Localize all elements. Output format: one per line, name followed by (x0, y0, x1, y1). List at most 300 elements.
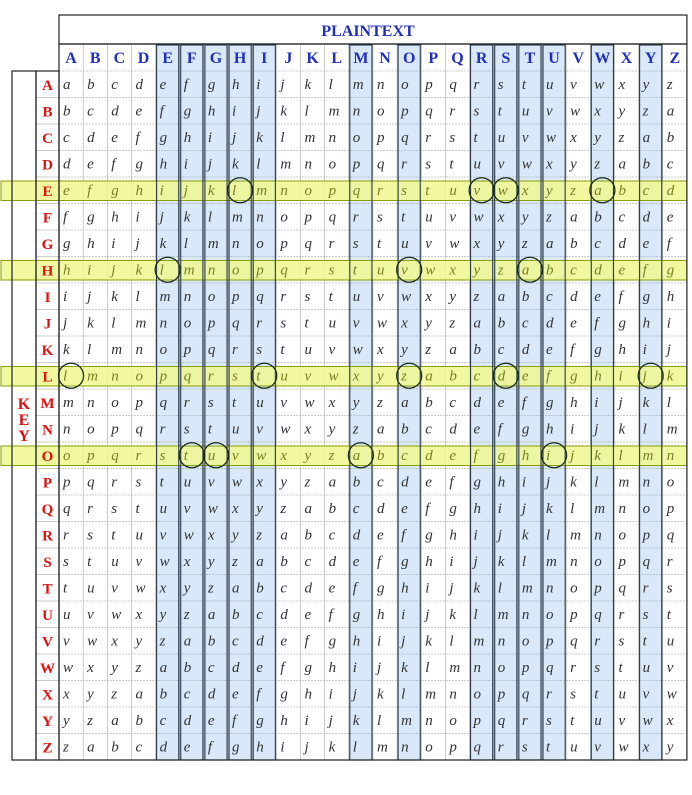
table-cell: a (207, 607, 216, 623)
table-cell: g (546, 395, 554, 411)
table-cell: q (135, 421, 143, 438)
table-cell: r (159, 421, 166, 438)
plaintext-column-header: D (137, 50, 150, 67)
table-cell: f (449, 474, 454, 491)
table-cell: r (546, 686, 552, 703)
table-cell: p (280, 236, 288, 252)
key-row-header: N (42, 422, 53, 439)
table-cell: w (594, 77, 605, 93)
table-cell: g (280, 686, 288, 703)
table-cell: l (159, 262, 164, 279)
plaintext-column-header: Q (451, 50, 464, 67)
table-cell: d (328, 554, 337, 570)
table-cell: x (618, 77, 626, 93)
table-cell: v (304, 368, 312, 385)
table-cell: c (256, 607, 263, 623)
table-cell: i (207, 130, 213, 146)
table-cell: b (207, 633, 216, 650)
table-cell: n (183, 289, 192, 305)
key-row-header: S (43, 555, 52, 571)
table-cell: a (159, 660, 168, 676)
table-cell: v (425, 236, 432, 252)
table-cell: i (497, 501, 502, 517)
table-cell: u (207, 448, 216, 464)
table-cell: e (111, 130, 118, 146)
table-cell: y (546, 183, 553, 199)
table-cell: q (449, 77, 457, 93)
table-cell: r (376, 183, 383, 199)
table-cell: v (87, 607, 94, 623)
table-cell: w (401, 289, 412, 305)
table-cell: r (183, 395, 190, 411)
table-cell: v (352, 315, 360, 332)
table-cell: k (111, 289, 118, 305)
table-cell: q (642, 554, 651, 570)
table-cell: u (352, 289, 361, 305)
table-cell: z (449, 315, 456, 332)
table-cell: x (159, 580, 167, 597)
table-cell: w (618, 739, 629, 756)
key-row-header: M (40, 396, 55, 412)
key-row-header: O (41, 449, 54, 465)
table-cell: g (449, 501, 457, 517)
table-cell: h (666, 289, 675, 305)
key-row-header: A (42, 78, 53, 94)
table-cell: d (280, 607, 288, 623)
table-cell: e (207, 713, 215, 729)
table-cell: s (449, 130, 456, 146)
table-cell: q (183, 368, 192, 385)
table-cell: i (618, 368, 623, 385)
table-cell: o (473, 686, 482, 703)
table-cell: q (111, 448, 119, 464)
key-row-header: P (42, 475, 53, 492)
key-row-header: J (43, 316, 52, 333)
table-cell: l (304, 103, 309, 120)
table-cell: l (594, 474, 599, 491)
table-cell: b (473, 342, 482, 358)
table-cell: o (594, 554, 602, 570)
table-cell: m (280, 156, 292, 173)
table-cell: f (87, 183, 92, 199)
table-cell: w (183, 527, 194, 544)
table-cell: r (570, 660, 576, 676)
table-cell: x (521, 183, 529, 199)
table-cell: f (642, 262, 647, 279)
table-cell: f (256, 686, 261, 703)
table-cell: z (473, 289, 480, 305)
table-cell: q (159, 395, 168, 411)
table-cell: q (87, 474, 95, 491)
table-cell: f (401, 527, 406, 544)
table-cell: e (570, 315, 577, 332)
table-cell: u (280, 368, 288, 385)
table-cell: g (497, 448, 506, 464)
table-cell: o (207, 289, 216, 305)
table-cell: x (401, 315, 408, 332)
table-cell: g (111, 183, 119, 199)
table-cell: m (425, 686, 437, 703)
table-cell: s (159, 448, 166, 464)
table-cell: l (473, 607, 478, 623)
table-cell: a (497, 289, 506, 305)
table-cell: z (497, 262, 504, 279)
table-cell: n (87, 395, 95, 411)
table-cell: p (376, 130, 385, 146)
table-cell: d (473, 395, 482, 411)
key-row-header: Q (41, 502, 54, 518)
table-cell: z (159, 633, 166, 650)
table-cell: t (376, 236, 382, 252)
table-cell: f (570, 342, 575, 358)
table-cell: t (352, 262, 357, 279)
table-cell: r (328, 236, 335, 252)
table-cell: l (546, 527, 551, 544)
table-cell: s (63, 554, 69, 570)
table-cell: x (111, 633, 118, 650)
table-cell: c (642, 183, 650, 199)
table-cell: e (425, 474, 432, 491)
table-cell: x (87, 660, 94, 676)
table-cell: n (401, 739, 409, 756)
table-cell: g (570, 368, 578, 385)
table-cell: x (594, 103, 601, 120)
table-cell: b (328, 501, 337, 517)
table-cell: e (352, 554, 360, 570)
plaintext-column-header: Z (669, 50, 681, 67)
table-cell: n (473, 660, 482, 676)
table-cell: k (232, 156, 239, 173)
table-cell: d (521, 342, 530, 358)
table-cell: b (135, 713, 143, 729)
table-cell: o (328, 156, 337, 173)
table-cell: y (425, 315, 432, 332)
plaintext-column-header: B (89, 50, 101, 67)
table-cell: e (232, 686, 239, 703)
table-cell: c (207, 660, 215, 676)
table-cell: w (328, 368, 339, 385)
table-cell: s (207, 395, 214, 411)
table-cell: g (376, 580, 385, 597)
table-cell: n (280, 183, 288, 199)
table-cell: h (111, 209, 119, 226)
table-cell: o (111, 395, 119, 411)
table-cell: v (666, 660, 674, 676)
table-cell: l (183, 236, 188, 252)
plaintext-column-header: J (284, 50, 293, 67)
table-cell: h (546, 421, 554, 438)
table-cell: s (521, 739, 528, 756)
table-cell: b (63, 103, 71, 120)
plaintext-column-header: T (524, 50, 536, 67)
table-cell: h (618, 342, 626, 358)
table-cell: r (594, 633, 601, 650)
table-cell: q (352, 183, 361, 199)
table-cell: m (159, 289, 171, 305)
table-cell: y (449, 289, 457, 305)
table-cell: t (280, 342, 285, 358)
table-cell: b (376, 448, 385, 464)
table-cell: v (280, 395, 288, 411)
table-cell: d (304, 580, 312, 597)
table-cell: b (111, 739, 119, 756)
table-cell: g (87, 209, 95, 226)
table-cell: d (594, 262, 602, 279)
table-cell: k (449, 607, 457, 623)
table-cell: v (642, 686, 650, 703)
table-cell: m (207, 236, 219, 252)
table-cell: t (618, 660, 623, 676)
plaintext-column-header: X (620, 50, 633, 67)
table-cell: h (642, 315, 651, 332)
table-cell: m (642, 448, 654, 464)
table-cell: p (87, 448, 95, 464)
key-row-header: R (42, 528, 53, 545)
table-cell: j (570, 448, 575, 464)
table-cell: n (449, 686, 457, 703)
table-cell: n (111, 368, 119, 385)
table-cell: q (666, 527, 675, 544)
table-cell: a (473, 315, 482, 332)
table-cell: u (425, 209, 433, 226)
table-cell: f (546, 368, 551, 385)
table-cell: j (87, 289, 92, 305)
table-cell: x (135, 607, 143, 623)
table-cell: s (642, 607, 649, 623)
table-cell: p (497, 686, 506, 703)
table-cell: s (256, 342, 263, 358)
table-cell: i (570, 421, 575, 438)
table-cell: v (401, 262, 408, 279)
table-cell: v (232, 448, 239, 464)
table-cell: m (546, 554, 557, 570)
table-cell: d (497, 368, 506, 385)
table-cell: e (473, 421, 481, 438)
table-cell: w (280, 421, 291, 438)
table-cell: v (256, 421, 263, 438)
table-cell: p (159, 368, 168, 385)
table-cell: q (304, 236, 312, 252)
table-cell: i (594, 395, 599, 411)
table-cell: g (521, 421, 530, 438)
table-cell: y (183, 580, 191, 597)
key-row-header: Z (42, 740, 53, 757)
table-cell: r (63, 527, 69, 544)
table-cell: i (63, 289, 68, 305)
table-cell: f (594, 315, 599, 332)
table-cell: d (111, 103, 119, 120)
plaintext-column-header: I (261, 50, 268, 67)
table-cell: l (256, 156, 261, 173)
table-cell: r (642, 580, 649, 597)
table-cell: c (135, 739, 143, 756)
table-cell: k (328, 739, 336, 756)
table-cell: d (352, 527, 361, 544)
table-cell: o (256, 236, 264, 252)
table-cell: l (87, 342, 92, 358)
table-cell: a (352, 448, 361, 464)
table-cell: i (473, 527, 478, 544)
table-cell: w (352, 342, 363, 358)
table-cell: j (449, 580, 454, 597)
table-cell: t (401, 209, 406, 226)
table-cell: u (376, 262, 385, 279)
table-cell: k (401, 660, 408, 676)
table-cell: b (401, 421, 409, 438)
table-cell: f (280, 660, 285, 676)
table-cell: i (425, 580, 430, 597)
table-cell: o (63, 448, 71, 464)
table-cell: t (521, 77, 527, 93)
table-cell: v (521, 130, 529, 146)
table-cell: v (135, 554, 143, 570)
table-cell: h (135, 183, 143, 199)
table-cell: o (618, 527, 626, 544)
table-cell: k (497, 554, 505, 570)
key-row-header: X (42, 687, 53, 704)
table-cell: u (232, 421, 240, 438)
table-cell: m (401, 713, 412, 729)
table-cell: k (473, 580, 481, 597)
table-cell: m (376, 739, 388, 756)
table-cell: m (570, 527, 581, 544)
table-cell: d (232, 660, 240, 676)
table-cell: l (425, 660, 430, 676)
table-cell: d (642, 209, 651, 226)
table-cell: f (328, 607, 333, 623)
table-cell: w (135, 580, 146, 597)
table-cell: d (376, 501, 385, 517)
table-cell: u (87, 580, 95, 597)
table-cell: b (570, 236, 578, 252)
table-cell: c (521, 315, 529, 332)
table-cell: t (328, 289, 333, 305)
table-cell: c (376, 474, 384, 491)
table-cell: v (497, 156, 505, 173)
table-cell: n (352, 103, 361, 120)
table-cell: c (497, 342, 505, 358)
table-cell: v (449, 209, 457, 226)
table-cell: n (594, 527, 602, 544)
table-cell: r (304, 262, 311, 279)
table-cell: g (666, 262, 675, 279)
table-cell: r (207, 368, 214, 385)
table-cell: m (618, 474, 630, 491)
table-cell: i (352, 660, 357, 676)
table-cell: b (521, 289, 530, 305)
table-cell: d (256, 633, 264, 650)
table-cell: f (207, 739, 213, 756)
table-cell: i (87, 262, 92, 279)
table-cell: o (666, 474, 675, 491)
table-cell: j (232, 130, 237, 146)
key-row-header: G (41, 237, 54, 253)
table-cell: f (497, 421, 502, 438)
table-cell: u (497, 130, 506, 146)
table-cell: w (159, 554, 170, 570)
table-cell: t (135, 501, 140, 517)
table-cell: r (401, 156, 407, 173)
table-cell: l (570, 501, 575, 517)
table-cell: o (352, 130, 361, 146)
table-cell: c (304, 554, 312, 570)
table-cell: j (642, 368, 647, 385)
table-cell: c (449, 395, 457, 411)
table-cell: l (111, 315, 116, 332)
table-cell: l (328, 77, 333, 93)
table-cell: j (425, 607, 430, 623)
table-cell: v (63, 633, 70, 650)
table-cell: g (401, 554, 409, 570)
table-cell: f (111, 156, 116, 173)
table-cell: u (304, 342, 312, 358)
table-cell: o (159, 342, 168, 358)
table-cell: n (304, 156, 312, 173)
table-cell: a (183, 633, 192, 650)
table-cell: k (207, 183, 215, 199)
table-cell: m (594, 501, 606, 517)
table-cell: i (449, 554, 454, 570)
table-cell: z (87, 713, 93, 729)
table-cell: a (304, 501, 312, 517)
table-cell: n (256, 209, 264, 226)
table-cell: e (328, 580, 336, 597)
table-cell: z (280, 501, 287, 517)
table-cell: e (63, 183, 70, 199)
table-cell: j (159, 209, 164, 226)
table-cell: i (135, 209, 140, 226)
table-cell: c (425, 421, 432, 438)
table-cell: a (135, 686, 143, 703)
plaintext-column-header: A (65, 50, 77, 67)
table-cell: s (546, 713, 552, 729)
table-cell: u (666, 633, 675, 650)
table-cell: l (401, 686, 406, 703)
table-cell: u (546, 77, 554, 93)
table-cell: j (473, 554, 478, 570)
table-cell: l (207, 209, 213, 226)
table-cell: f (425, 501, 430, 517)
key-row-highlight (1, 446, 687, 466)
table-cell: i (111, 236, 116, 252)
table-cell: b (497, 315, 506, 332)
table-cell: t (304, 315, 309, 332)
table-cell: r (618, 607, 625, 623)
table-cell: e (183, 739, 191, 756)
table-cell: u (159, 501, 168, 517)
table-cell: s (497, 77, 504, 93)
table-cell: s (183, 421, 190, 438)
table-cell: o (642, 501, 651, 517)
table-cell: x (570, 130, 577, 146)
table-cell: n (159, 315, 168, 332)
table-cell: j (376, 660, 382, 676)
table-cell: z (666, 77, 673, 93)
table-cell: q (207, 342, 216, 358)
table-cell: v (207, 474, 215, 491)
table-cell: d (449, 421, 457, 438)
table-cell: e (594, 289, 601, 305)
table-cell: x (304, 421, 312, 438)
plaintext-column-header: K (306, 50, 319, 67)
table-cell: o (376, 103, 385, 120)
table-cell: o (425, 739, 433, 756)
table-cell: f (159, 103, 164, 120)
table-cell: o (135, 368, 143, 385)
table-cell: w (449, 236, 460, 252)
table-cell: h (159, 156, 168, 173)
table-cell: w (666, 686, 677, 703)
